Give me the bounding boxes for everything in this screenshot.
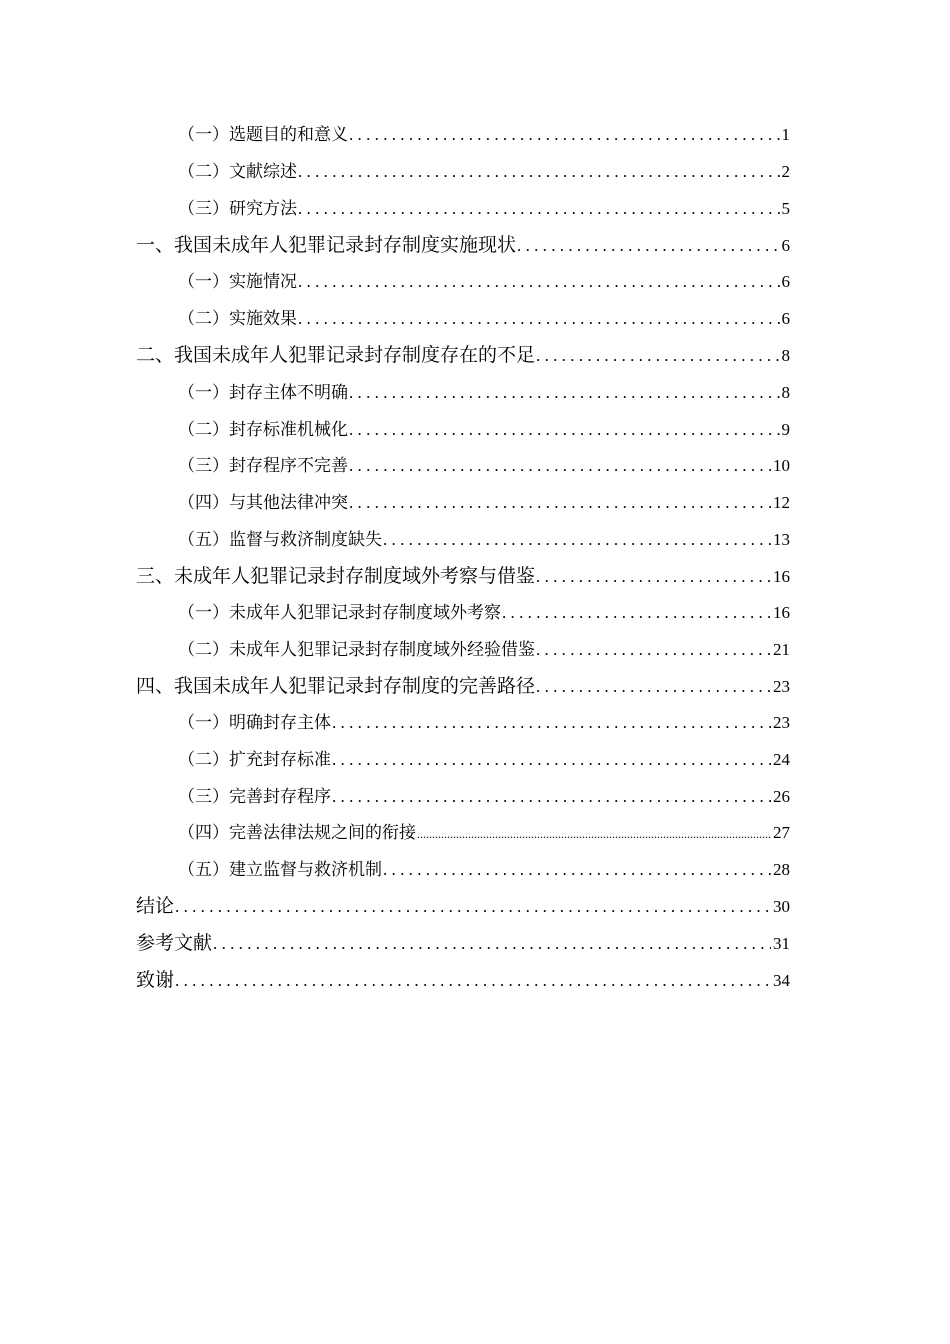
dot-leader [298, 272, 780, 292]
dot-leader [298, 162, 780, 182]
toc-entry[interactable] [178, 120, 790, 145]
toc-entry-page: 27 [773, 823, 790, 842]
toc-entry-page: 34 [773, 971, 790, 990]
toc-entry-page: 28 [773, 860, 790, 879]
toc-entry-page: 2 [781, 162, 790, 181]
dot-leader [332, 713, 771, 733]
dot-leader [349, 125, 780, 145]
toc-entry-title: 结论 [136, 895, 175, 917]
toc-entry-page: 1 [781, 125, 790, 144]
dot-leader [417, 827, 771, 842]
dot-leader [332, 750, 771, 770]
toc-entry[interactable] [178, 598, 790, 623]
toc-entry-title: 二、我国未成年人犯罪记录封存制度存在的不足 [136, 344, 536, 366]
dot-leader [298, 309, 780, 329]
toc-entry-page: 8 [781, 346, 790, 365]
dot-leader [536, 677, 771, 697]
toc-entry-title: （五）监督与救济制度缺失 [178, 530, 382, 550]
toc-entry-page: 6 [781, 309, 790, 328]
toc-entry-page: 12 [773, 493, 790, 512]
toc-entry-page: 16 [773, 603, 790, 622]
dot-leader [517, 236, 779, 256]
toc-entry-title: （四）完善法律法规之间的衔接 [178, 823, 416, 843]
toc-entry-page: 24 [773, 750, 790, 769]
toc-entry-title: （一）明确封存主体 [178, 713, 331, 733]
toc-entry-page: 23 [773, 713, 790, 732]
toc-entry-page: 13 [773, 530, 790, 549]
toc-entry-title: （一）封存主体不明确 [178, 383, 348, 403]
toc-entry-chapter[interactable] [136, 340, 790, 367]
dot-leader [349, 420, 780, 440]
dot-leader [383, 530, 771, 550]
dot-leader [298, 199, 780, 219]
toc-entry-title: 致谢 [136, 969, 175, 991]
toc-entry-chapter[interactable] [136, 230, 790, 257]
toc-entry[interactable] [178, 635, 790, 660]
toc-entry-page: 6 [781, 272, 790, 291]
toc-entry-page: 26 [773, 787, 790, 806]
dot-leader [536, 567, 771, 587]
toc-entry-title: （二）封存标准机械化 [178, 420, 348, 440]
toc-entry-title: 一、我国未成年人犯罪记录封存制度实施现状 [136, 234, 517, 256]
toc-entry-title: （四）与其他法律冲突 [178, 493, 348, 513]
toc-entry[interactable] [178, 525, 790, 550]
toc-entry-page: 31 [773, 934, 790, 953]
toc-entry[interactable] [178, 451, 790, 476]
toc-entry[interactable] [178, 745, 790, 770]
toc-entry-page: 30 [773, 897, 790, 916]
toc-entry-title: （一）实施情况 [178, 272, 297, 292]
toc-entry-page: 10 [773, 456, 790, 475]
dot-leader [502, 603, 771, 623]
toc-entry[interactable] [178, 157, 790, 182]
toc-entry[interactable] [178, 488, 790, 513]
dot-leader [175, 971, 771, 991]
toc-entry-page: 9 [781, 420, 790, 439]
dot-leader [349, 493, 771, 513]
dot-leader [536, 640, 771, 660]
toc-entry[interactable] [178, 378, 790, 403]
toc-entry-chapter[interactable] [136, 671, 790, 698]
toc-entry-page: 16 [773, 567, 790, 586]
dot-leader [349, 456, 771, 476]
toc-entry[interactable] [178, 415, 790, 440]
dot-leader [332, 787, 771, 807]
toc-entry-chapter[interactable] [136, 965, 790, 992]
toc-entry-title: （三）完善封存程序 [178, 787, 331, 807]
toc-entry[interactable] [178, 818, 790, 843]
toc-entry[interactable] [178, 194, 790, 219]
toc-entry-page: 23 [773, 677, 790, 696]
toc-entry-chapter[interactable] [136, 891, 790, 918]
toc-entry-title: （一）未成年人犯罪记录封存制度域外考察 [178, 603, 501, 623]
toc-entry[interactable] [178, 267, 790, 292]
toc-entry-title: （一）选题目的和意义 [178, 125, 348, 145]
toc-entry-page: 21 [773, 640, 790, 659]
toc-entry-chapter[interactable] [136, 928, 790, 955]
dot-leader [349, 383, 780, 403]
toc-entry-title: （二）实施效果 [178, 309, 297, 329]
toc-entry-title: 三、未成年人犯罪记录封存制度域外考察与借鉴 [136, 565, 536, 587]
toc-entry[interactable] [178, 304, 790, 329]
toc-entry-title: （三）封存程序不完善 [178, 456, 348, 476]
toc-entry-page: 6 [781, 236, 790, 255]
dot-leader [536, 346, 779, 366]
toc-entry-page: 8 [781, 383, 790, 402]
toc-entry[interactable] [178, 782, 790, 807]
dot-leader [175, 897, 771, 917]
toc-entry[interactable] [178, 855, 790, 880]
toc-entry-title: （二）未成年人犯罪记录封存制度域外经验借鉴 [178, 640, 535, 660]
toc-entry-title: （二）扩充封存标准 [178, 750, 331, 770]
dot-leader [213, 934, 771, 954]
toc-entry-title: （三）研究方法 [178, 199, 297, 219]
toc-entry-title: （五）建立监督与救济机制 [178, 860, 382, 880]
toc-entry[interactable] [178, 708, 790, 733]
toc-entry-page: 5 [781, 199, 790, 218]
toc-entry-title: 参考文献 [136, 932, 213, 954]
toc-entry-title: 四、我国未成年人犯罪记录封存制度的完善路径 [136, 675, 536, 697]
toc-entry-chapter[interactable] [136, 561, 790, 588]
dot-leader [383, 860, 771, 880]
toc-entry-title: （二）文献综述 [178, 162, 297, 182]
